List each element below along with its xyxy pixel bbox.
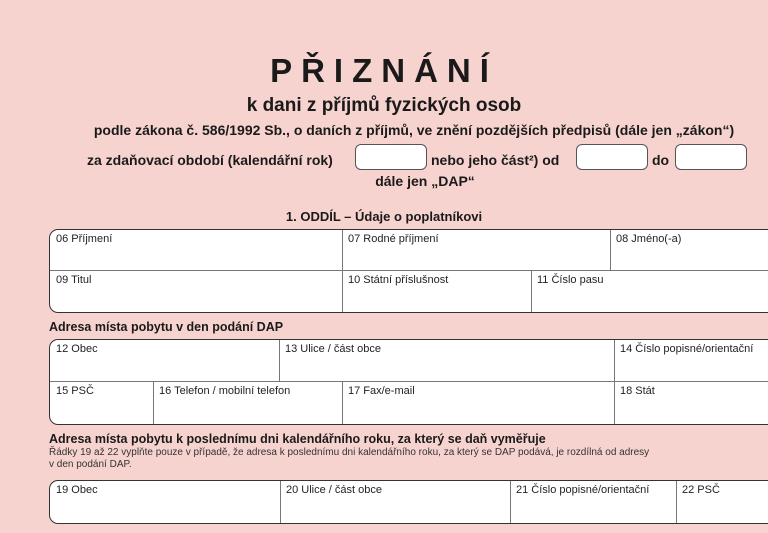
- address-dap-block: [49, 339, 768, 425]
- state-label: 18 Stát: [620, 385, 655, 397]
- address-year-end-note-1: Řádky 19 až 22 vyplňte pouze v případě, že adresa k poslednímu dni kalendářního roku, za který se DAP podává, je rozdílná od adresy: [49, 447, 650, 458]
- street-field[interactable]: [279, 340, 614, 381]
- degree-label: 09 Titul: [56, 274, 92, 286]
- period-from-field[interactable]: [576, 144, 648, 170]
- passport-field[interactable]: [531, 271, 768, 312]
- degree-field[interactable]: [50, 271, 342, 312]
- birth-surname-field[interactable]: [342, 230, 610, 270]
- surname-field[interactable]: [50, 230, 342, 270]
- dap-definition: dále jen „DAP“: [375, 173, 475, 189]
- law-reference: podle zákona č. 586/1992 Sb., o daních z příjmů, ve znění pozdějších předpisů (dále jen „zákon“): [93, 122, 735, 138]
- citizenship-field[interactable]: [342, 271, 531, 312]
- phone-field[interactable]: [153, 382, 342, 424]
- house-number-field[interactable]: [614, 340, 768, 381]
- year-end-zip-label: 22 PSČ: [682, 484, 720, 496]
- first-name-label: 08 Jméno(-a): [616, 233, 682, 245]
- town-label: 12 Obec: [56, 343, 98, 355]
- zip-label: 15 PSČ: [56, 385, 94, 397]
- state-field[interactable]: [614, 382, 768, 424]
- year-end-house-number-label: 21 Číslo popisné/orientační: [516, 484, 650, 496]
- tax-year-field[interactable]: [355, 144, 427, 170]
- first-name-field[interactable]: [610, 230, 768, 270]
- taxpayer-info-block: [49, 229, 768, 313]
- period-label: za zdaňovací období (kalendářní rok): [87, 152, 333, 168]
- passport-label: 11 Číslo pasu: [537, 274, 604, 286]
- section-1-title: 1. ODDÍL – Údaje o poplatníkovi: [285, 209, 483, 224]
- address-year-end-block: [49, 480, 768, 524]
- town-field[interactable]: [50, 340, 279, 381]
- period-to-field[interactable]: [675, 144, 747, 170]
- year-end-street-field[interactable]: [280, 481, 510, 523]
- citizenship-label: 10 Státní příslušnost: [348, 274, 449, 286]
- page-subtitle: k dani z příjmů fyzických osob: [246, 95, 522, 116]
- page-title: PŘIZNÁNÍ: [270, 52, 498, 89]
- zip-field[interactable]: [50, 382, 153, 424]
- year-end-street-label: 20 Ulice / část obce: [286, 484, 382, 496]
- address-year-end-heading: Adresa místa pobytu k poslednímu dni kalendářního roku, za který se daň vyměřuje: [49, 432, 546, 446]
- surname-label: 06 Příjmení: [56, 233, 113, 245]
- year-end-house-number-field[interactable]: [510, 481, 676, 523]
- period-from-label: nebo jeho část²) od: [431, 152, 560, 168]
- period-to-label: do: [652, 152, 670, 168]
- address-dap-heading: Adresa místa pobytu v den podání DAP: [49, 320, 284, 334]
- house-number-label: 14 Číslo popisné/orientační: [620, 343, 754, 355]
- year-end-town-field[interactable]: [50, 481, 280, 523]
- year-end-town-label: 19 Obec: [56, 484, 98, 496]
- year-end-zip-field[interactable]: [676, 481, 768, 523]
- fax-email-field[interactable]: [342, 382, 614, 424]
- birth-surname-label: 07 Rodné příjmení: [348, 233, 439, 245]
- phone-label: 16 Telefon / mobilní telefon: [159, 385, 291, 397]
- street-label: 13 Ulice / část obce: [285, 343, 381, 355]
- fax-email-label: 17 Fax/e-mail: [348, 385, 415, 397]
- address-year-end-note-2: v den podání DAP.: [49, 459, 132, 470]
